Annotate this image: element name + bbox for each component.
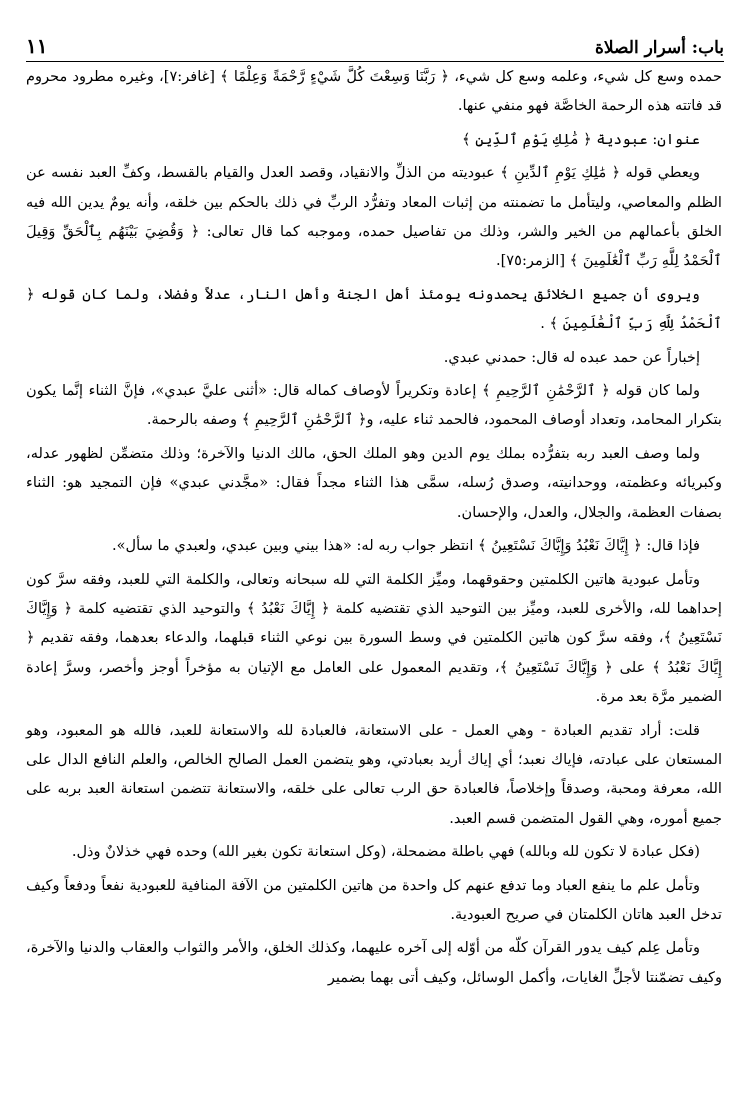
running-header xyxy=(26,28,724,62)
paragraph: حمده وسع كل شيء، وعلمه وسع كل شيء، ﴿ رَبَّنَا وَسِعْتَ كُلَّ شَيْءٍ رَّحْمَةً وَعِلْمًا ﴾ [غافر:٧]، وغيره مطرود محروم قد فاتته هذه الرحمة الخاصَّة فهو منفي عنها. xyxy=(26,68,722,115)
paragraph: ولما كان قوله ﴿ ٱلرَّحْمَٰنِ ٱلرَّحِيمِ ﴾ إعادة وتكريراً لأوصاف كماله قال: «أثنى عليَّ عبدي»، فإنَّ الثناء إنَّما يكون بتكرار المحامد، وتعداد أوصاف المحمود، فالحمد ثناء عليه، و﴿ ٱلرَّحْمَٰنِ ٱلرَّحِيمِ ﴾ وصفه بالرحمة. xyxy=(26,382,722,429)
page-number: ١١ xyxy=(26,34,48,58)
paragraph: قلت: أراد تقديم العبادة - وهي العمل - على الاستعانة، فالعبادة لله والاستعانة للعبد، فالله هو المعبود، وهو المستعان على عبادته، فإياك نعبد؛ أي إياك أريد بعبادتي، وهو يتضمن العمل الصالح الخالص، والعلم النافع الدال على الله، معرفة ومحبة، وصدقاً وإخلاصاً، فالعبادة حق الرب تعالى على خلقه، والاستعانة تتضمن استعانة العبد بربه على جميع أموره، وهي القول المتضمن قسم العبد. xyxy=(26,721,722,827)
paragraph: (فكل عبادة لا تكون لله وبالله) فهي باطلة مضمحلة، (وكل استعانة تكون بغير الله) وحده فهي خذلانٌ وذل. xyxy=(71,843,700,861)
body-text xyxy=(26,62,722,996)
paragraph: إخباراً عن حمد عبده له قال: حمدني عبدي. xyxy=(443,348,700,366)
section-heading: عنوان: عبودية ﴿ مَٰلِكِ يَوْمِ ٱلدِّينِ ﴾ xyxy=(462,130,700,148)
chapter-title: باب: أسرار الصلاة xyxy=(594,38,724,58)
paragraph: ويروى أن جميع الخلائق يحمدونه يومئذ أهل الجنة وأهل النار، عدلاً وفضلا، ولما كان قوله ﴿ ٱلْحَمْدُ لِلَّهِ رَبِّ ٱلْعَٰلَمِينَ ﴾ . xyxy=(26,285,722,333)
paragraph: وتأمل عبودية هاتين الكلمتين وحقوقهما، وميِّز الكلمة التي لله سبحانه وتعالى، والكلمة التي للعبد، وفقه سرَّ كون إحداهما لله، والأخرى للعبد، وميِّز بين التوحيد الذي تقتضيه كلمة ﴿ إِيَّاكَ نَعْبُدُ ﴾ والتوحيد الذي تقتضيه كلمة ﴿ وَإِيَّاكَ نَسْتَعِينُ ﴾، وفقه سرَّ كون هاتين الكلمتين في وسط السورة بين نوعي الثناء قبلهما، والدعاء بعدهما، وفقه تقديم ﴿ إِيَّاكَ نَعْبُدُ ﴾ على ﴿ وَإِيَّاكَ نَسْتَعِينُ ﴾، وتقديم المعمول على العامل مع الإتيان به مؤخراً أوجز وأخصر، وسرَّ إعادة الضمير مرَّة بعد مرة. xyxy=(26,570,722,706)
paragraph: ويعطي قوله ﴿ مَٰلِكِ يَوْمِ ٱلدِّينِ ﴾ عبوديته من الذلِّ والانقياد، وقصد العدل والقيام بالقسط، وكفِّ العبد نفسه عن الظلم والمعاصي، وليتأمل ما تضمنته من إثبات المعاد وتفرُّد الربِّ في ذلك بالحكم بين خلقه، وأنه يومٌ يدين الله فيه الخلق بأعمالهم من الخير والشر، وذلك من تفاصيل حمده، وموجبه كما قال تعالى: ﴿ وَقُضِيَ بَيْنَهُم بِٱلْحَقِّ وَقِيلَ ٱلْحَمْدُ لِلَّهِ رَبِّ ٱلْعَٰلَمِينَ ﴾ [الزمر:٧٥]. xyxy=(26,164,722,270)
paragraph: وتأمل علم ما ينفع العباد وما تدفع عنهم كل واحدة من هاتين الكلمتين من الآفة المنافية للعبودية نفعاً ودفعاً وكيف تدخل العبد هاتان الكلمتان في صريح العبودية. xyxy=(26,876,722,923)
paragraph: فإذا قال: ﴿ إِيَّاكَ نَعْبُدُ وَإِيَّاكَ نَسْتَعِينُ ﴾ انتظر جواب ربه له: «هذا بيني وبين عبدي، ولعبدي ما سأل». xyxy=(111,537,700,555)
paragraph: وتأمل عِلم كيف يدور القرآن كلّه من أوّله إلى آخره عليهما، وكذلك الخلق، والأمر والثواب والعقاب والدنيا والآخرة، وكيف تضمّنتا لأجلِّ الغايات، وأكمل الوسائل، وكيف أتى بهما بضمير xyxy=(26,939,722,986)
paragraph: ولما وصف العبد ربه بتفرُّده بملك يوم الدين وهو الملك الحق، مالك الدنيا والآخرة؛ وذلك متضمِّن لظهور عدله، وكبريائه وعظمته، ووحدانيته، وصدق رُسله، سمَّى هذا الثناء مجداً فقال: «مجَّدني عبدي» فإن التمجيد هو: الثناء بصفات العظمة، والجلال، والعدل، والإحسان. xyxy=(26,444,722,521)
